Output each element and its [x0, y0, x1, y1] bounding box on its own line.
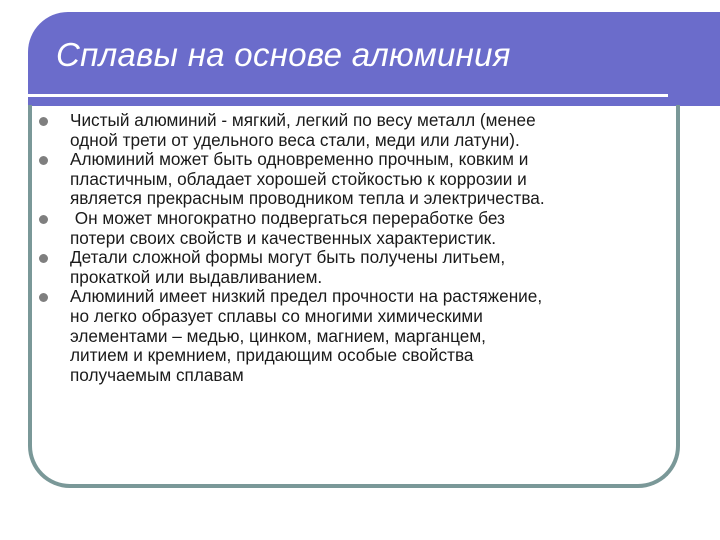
bullet-line: одной трети от удельного веса стали, меди или латуни). [70, 129, 520, 150]
bullet-item [36, 287, 682, 385]
bullet-dot-icon [39, 293, 48, 302]
bullet-line: пластичным, обладает хорошей стойкостью к коррозии и [70, 168, 527, 189]
bullet-dot-icon [39, 215, 48, 224]
bullet-line: Чистый алюминий - мягкий, легкий по весу металл (менее [70, 110, 536, 130]
slide-title: Сплавы на основе алюминия [56, 36, 511, 73]
bullet-line: Он может многократно подвергаться переработке без [70, 207, 505, 228]
bullet-dot-icon [39, 156, 48, 165]
bullet-item [36, 111, 682, 150]
bullet-list [36, 111, 682, 385]
bullet-line: Алюминий имеет низкий предел прочности на растяжение, [70, 286, 543, 307]
bullet-line: элементами – медью, цинком, магнием, марганцем, [70, 325, 486, 346]
bullet-line: литием и кремнием, придающим особые свойства [70, 345, 474, 366]
bullet-line: но легко образует сплавы со многими химическими [70, 305, 483, 326]
bullet-line: Алюминий может быть одновременно прочным, ковким и [70, 149, 529, 170]
bullet-line: прокаткой или выдавливанием. [70, 266, 323, 287]
bullet-line: является прекрасным проводником тепла и электричества. [70, 188, 545, 209]
bullet-item [36, 209, 682, 248]
title-underline [28, 94, 668, 97]
bullet-line: Детали сложной формы могут быть получены литьем, [70, 247, 506, 268]
bullet-dot-icon [39, 254, 48, 263]
bullet-item [36, 150, 682, 209]
bullet-dot-icon [39, 117, 48, 126]
bullet-line: получаемым сплавам [70, 364, 244, 385]
bullet-line: потери своих свойств и качественных характеристик. [70, 227, 496, 248]
bullet-item [36, 248, 682, 287]
